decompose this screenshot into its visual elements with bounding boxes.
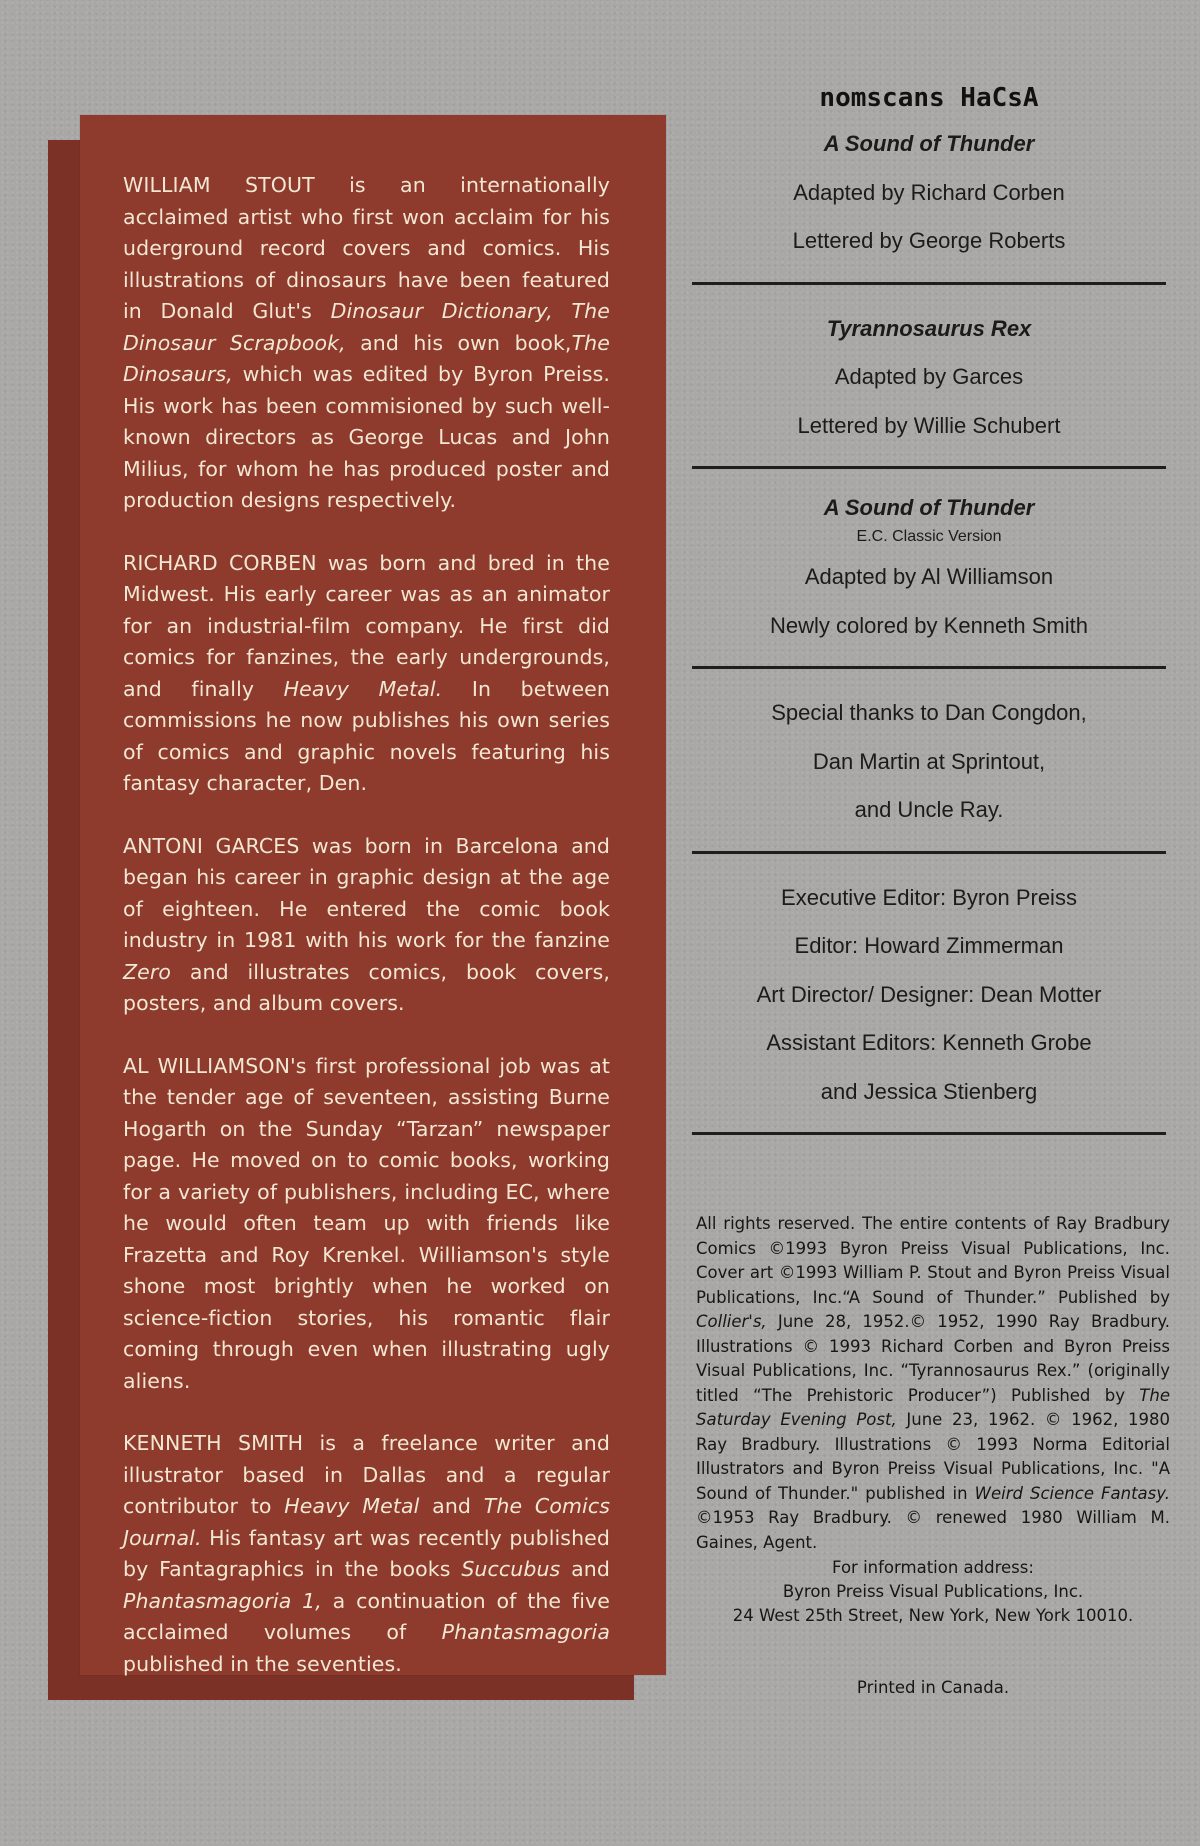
scan-group-brand: nomscans HaCsA (819, 83, 1039, 113)
credit-line: Lettered by George Roberts (792, 228, 1066, 253)
story-title: A Sound of Thunder (823, 131, 1035, 156)
staff-line: Editor: Howard Zimmerman (794, 933, 1064, 958)
thanks-line: Special thanks to Dan Congdon, (771, 700, 1087, 725)
divider (692, 282, 1166, 285)
bio-william-stout: WILLIAM STOUT is an internationally acclaimed artist who first won acclaim for his uderground record covers and comics. His illustrations of dinosaurs have been featured in Donald Glut's Dinosaur Dictionary, The Dinosaur Scrapbook, and his own book,The Dinosaurs, which was edited by Byron Preiss. His work has been commisioned by such well-known directors as George Lucas and John Milius, for whom he has produced poster and production designs respectively. (123, 173, 610, 512)
divider (692, 1132, 1166, 1135)
credits-story-1 (692, 116, 1166, 270)
story-title: Tyrannosaurus Rex (826, 315, 1032, 341)
copyright-notice: All rights reserved. The entire contents of Ray Bradbury Comics ©1993 Byron Preiss Visual Publications, Inc. Cover art ©1993 William P. Stout and Byron Preiss Visual Publications, Inc.“A Sound of Thunder.” Published by Collier's, June 28, 1952.© 1952, 1990 Ray Bradbury. Illustrations © 1993 Richard Corben and Byron Preiss Visual Publications, Inc. “Tyrannosaurus Rex.” (originally titled “The Prehistoric Producer”) Published by The Saturday Evening Post, June 23, 1962. © 1962, 1980 Ray Bradbury. Illustrations © 1993 Norma Editorial Illustrators and Byron Preiss Visual Publications, Inc. "A Sound of Thunder." published in Weird Science Fantasy. ©1953 Ray Bradbury. © renewed 1980 William M. Gaines, Agent. (696, 1214, 1170, 1552)
thanks-line: Dan Martin at Sprintout, (812, 748, 1046, 774)
staff-line: Assistant Editors: Kenneth Grobe (766, 1030, 1092, 1055)
special-thanks (692, 685, 1166, 839)
version-label: E.C. Classic Version (856, 528, 1002, 545)
credits-story-3 (692, 485, 1166, 654)
divider (692, 666, 1166, 669)
printed-in: Printed in Canada. (856, 1678, 1010, 1697)
story-title: A Sound of Thunder (823, 495, 1035, 520)
address-line: Byron Preiss Visual Publications, Inc. (782, 1582, 1084, 1601)
bio-richard-corben: RICHARD CORBEN was born and bred in the Midwest. His early career was as an animator for an industrial-film company. He first did comics for fanzines, the early undergrounds, and finally Heavy Metal. In between commissions he now publishes his own series of comics and graphic novels featuring his fantasy character, Den. (123, 550, 610, 795)
credits-column (692, 80, 1166, 1151)
credit-line: Adapted by Al Williamson (804, 564, 1054, 589)
bio-kenneth-smith: KENNETH SMITH is a freelance writer and illustrator based in Dallas and a regular contributor to Heavy Metal and The Comics Journal. His fantasy art was recently published by Fantagraphics in the books Succubus and Phantasmagoria 1, a continuation of the five acclaimed volumes of Phantasmagoria published in the seventies. (123, 1431, 611, 1676)
address-line: 24 West 25th Street, New York, New York 10010. (732, 1606, 1134, 1625)
thanks-line: and Uncle Ray. (854, 797, 1004, 822)
bio-al-williamson: AL WILLIAMSON's first professional job was at the tender age of seventeen, assisting Burne Hogarth on the Sunday “Tarzan” newspaper page. He moved on to comic books, working for a variety of publishers, including EC, where he would often team up with friends like Frazetta and Roy Krenkel. Williamson's style shone most brightly when he worked on science-fiction stories, his romantic flair coming through even when illustrating ugly aliens. (123, 1053, 610, 1393)
credits-story-2 (692, 301, 1166, 455)
bio-section (123, 170, 610, 1711)
bio-antoni-garces: ANTONI GARCES was born in Barcelona and began his career in graphic design at the age of eighteen. He entered the comic book industry in 1981 with his work for the fanzine Zero and illustrates comics, book covers, posters, and album covers. (123, 833, 610, 1015)
address-line: For information address: (832, 1558, 1034, 1577)
credit-line: Adapted by Richard Corben (793, 179, 1065, 205)
publisher-address (696, 1556, 1170, 1628)
editorial-staff (692, 870, 1166, 1121)
credit-line: Lettered by Willie Schubert (797, 412, 1061, 438)
staff-line: and Jessica Stienberg (820, 1078, 1038, 1104)
divider (692, 466, 1166, 469)
credit-line: Adapted by Garces (834, 364, 1024, 389)
staff-line: Art Director/ Designer: Dean Motter (756, 981, 1102, 1007)
staff-line: Executive Editor: Byron Preiss (781, 884, 1077, 910)
credit-line: Newly colored by Kenneth Smith (770, 612, 1088, 638)
divider (692, 851, 1166, 854)
